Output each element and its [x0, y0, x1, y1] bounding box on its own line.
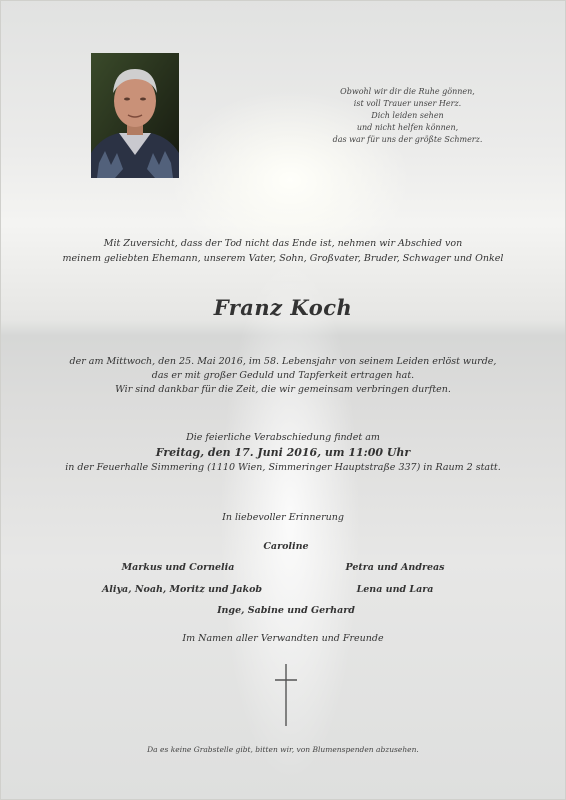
family-inge: Inge, Sabine und Gerhard — [217, 605, 355, 616]
poem — [300, 86, 515, 146]
family-markus: Markus und Cornelia — [121, 562, 235, 573]
poem-line: Dich leiden sehen — [371, 111, 444, 120]
regards-line: Im Namen aller Verwandten und Freunde — [182, 633, 384, 644]
life-text — [40, 355, 526, 397]
intro-line: meinem geliebten Ehemann, unserem Vater, Sohn, Großvater, Bruder, Schwager und Onkel — [62, 253, 504, 264]
life-line: der am Mittwoch, den 25. Mai 2016, im 58. Lebensjahr von seinem Leiden erlöst wurde, — [69, 356, 497, 367]
ceremony-info — [40, 431, 526, 475]
life-line: Wir sind dankbar für die Zeit, die wir gemeinsam verbringen durften. — [115, 384, 451, 395]
memory-heading: In liebevoller Erinnerung — [222, 512, 344, 523]
poem-line: Obwohl wir dir die Ruhe gönnen, — [340, 87, 475, 96]
family-lena: Lena und Lara — [356, 584, 434, 595]
poem-line: und nicht helfen können, — [356, 123, 459, 132]
family-caroline: Caroline — [263, 541, 309, 552]
family-aliya: Aliya, Noah, Moritz und Jakob — [101, 584, 263, 595]
flower-note: Da es keine Grabstelle gibt, bitten wir, von Blumenspenden abzusehen. — [147, 745, 419, 754]
ceremony-intro: Die feierliche Verabschiedung findet am — [186, 432, 380, 443]
intro-text — [40, 236, 526, 266]
portrait-photo — [91, 53, 179, 178]
ceremony-date: Freitag, den 17. Juni 2016, um 11:00 Uhr — [155, 446, 411, 459]
poem-line: das war für uns der größte Schmerz. — [332, 135, 483, 144]
poem-line: ist voll Trauer unser Herz. — [353, 99, 462, 108]
family-petra: Petra und Andreas — [345, 562, 445, 573]
deceased-name: Franz Koch — [213, 295, 353, 320]
intro-line: Mit Zuversicht, dass der Tod nicht das Ende ist, nehmen wir Abschied von — [103, 238, 463, 249]
ceremony-location: in der Feuerhalle Simmering (1110 Wien, Simmeringer Hauptstraße 337) in Raum 2 statt. — [65, 462, 501, 473]
life-line: das er mit großer Geduld und Tapferkeit ertragen hat. — [151, 370, 415, 381]
cross-icon — [275, 664, 297, 726]
